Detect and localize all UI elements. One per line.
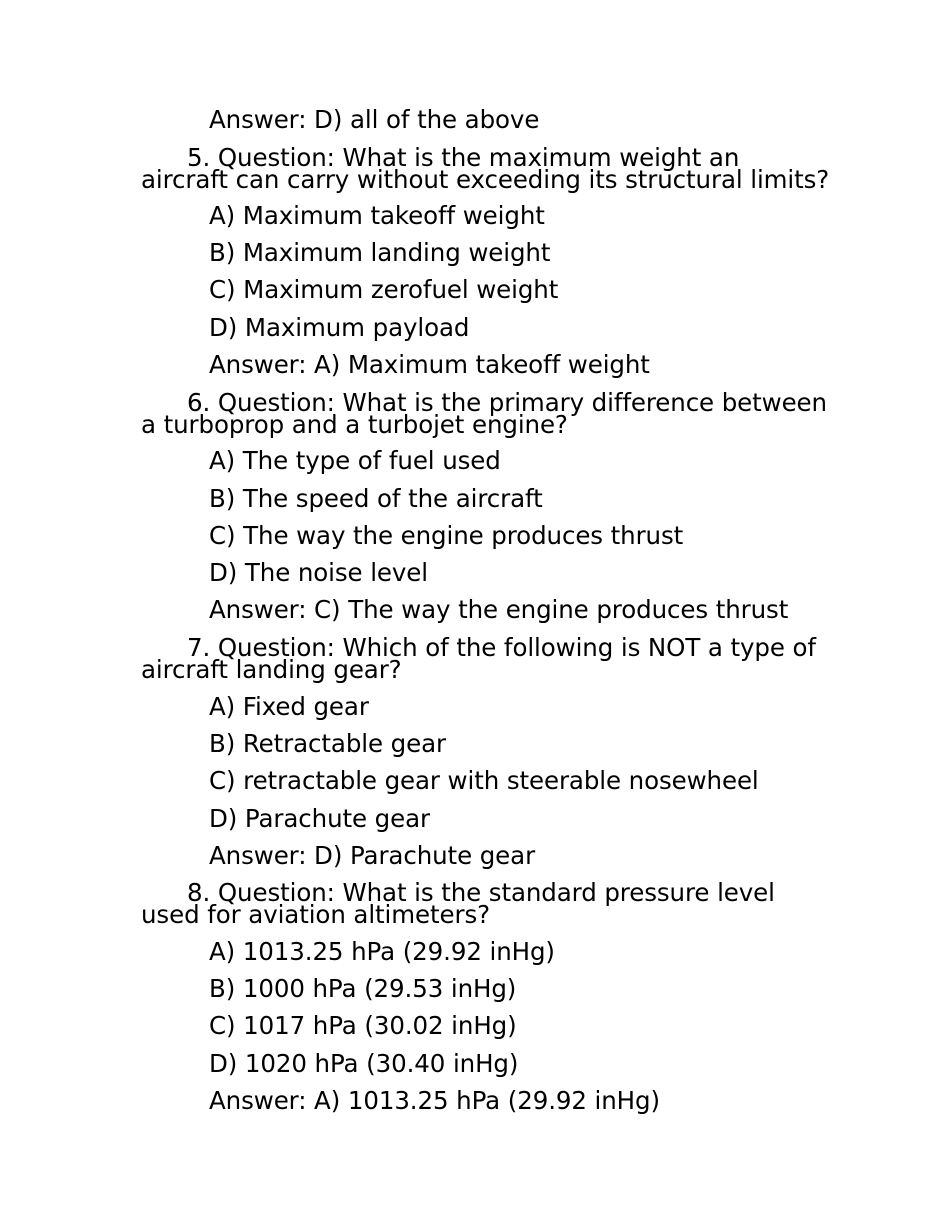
question-8-option-c: C) 1017 hPa (30.02 inHg) <box>209 1011 517 1040</box>
question-5-option-c: C) Maximum zerofuel weight <box>209 275 559 304</box>
question-6-answer: Answer: C) The way the engine produces thrust <box>209 595 789 624</box>
question-7-option-d: D) Parachute gear <box>209 804 430 833</box>
question-8-line-1: 8. Question: What is the standard pressure level <box>187 878 775 907</box>
question-6-line-2: a turboprop and a turbojet engine? <box>141 410 568 439</box>
question-7-line-2: aircraft landing gear? <box>141 655 402 684</box>
question-5-line-1: 5. Question: What is the maximum weight an <box>187 143 740 172</box>
question-8-option-b: B) 1000 hPa (29.53 inHg) <box>209 974 517 1003</box>
question-5-option-b: B) Maximum landing weight <box>209 238 551 267</box>
previous-answer: Answer: D) all of the above <box>209 105 540 134</box>
question-7-option-b: B) Retractable gear <box>209 729 446 758</box>
question-6-option-c: C) The way the engine produces thrust <box>209 521 684 550</box>
question-7-option-a: A) Fixed gear <box>209 692 369 721</box>
question-8-answer: Answer: A) 1013.25 hPa (29.92 inHg) <box>209 1086 660 1115</box>
question-8-option-d: D) 1020 hPa (30.40 inHg) <box>209 1049 519 1078</box>
question-5-option-d: D) Maximum payload <box>209 313 470 342</box>
question-5-line-2: aircraft can carry without exceeding its structural limits? <box>141 165 830 194</box>
question-6-option-b: B) The speed of the aircraft <box>209 484 543 513</box>
question-5-answer: Answer: A) Maximum takeoff weight <box>209 350 650 379</box>
question-7-option-c: C) retractable gear with steerable nosewheel <box>209 766 759 795</box>
question-8-line-2: used for aviation altimeters? <box>141 900 491 929</box>
question-6-option-d: D) The noise level <box>209 558 428 587</box>
question-6-option-a: A) The type of fuel used <box>209 446 501 475</box>
question-7-answer: Answer: D) Parachute gear <box>209 841 536 870</box>
question-8-option-a: A) 1013.25 hPa (29.92 inHg) <box>209 937 555 966</box>
question-6-line-1: 6. Question: What is the primary difference between <box>187 388 827 417</box>
question-7-line-1: 7. Question: Which of the following is NOT a type of <box>187 633 816 662</box>
question-5-option-a: A) Maximum takeoff weight <box>209 201 545 230</box>
